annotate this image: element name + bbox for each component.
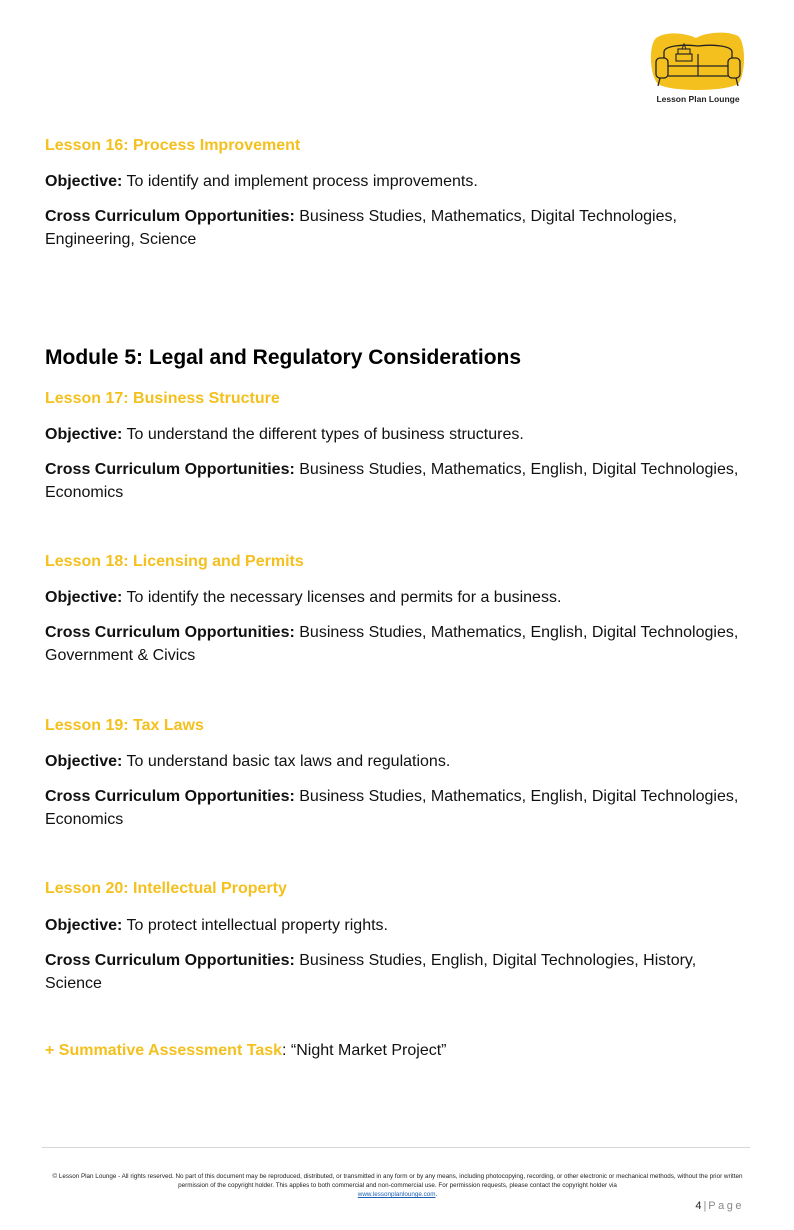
lesson-20-title: Lesson 20: Intellectual Property [45,880,287,897]
logo-text: Lesson Plan Lounge [656,94,740,104]
cross-text: Business Studies, Mathematics, English, Digital Technologies, Economics [45,788,739,828]
summative-text: : “Night Market Project” [282,1042,447,1059]
lesson-20-objective [45,914,750,937]
module-title: Module 5: Legal and Regulatory Considerations [45,346,522,369]
objective-text: To identify the necessary licenses and permits for a business. [126,589,562,606]
objective-text: To protect intellectual property rights. [126,917,388,934]
copyright-text: © Lesson Plan Lounge - All rights reserved. No part of this document may be reproduced, distributed, or transmitted in any form or by any means, including photocopying, recording, or other electronic or mechanical methods, without the prior written permission of the copyright holder. This applies to both commercial and non-commercial use. For permission requests, please contact the copyright holder via [52,1173,743,1189]
objective-label: Objective: [45,753,123,770]
page-number [695,1200,744,1212]
link-suffix: . [435,1191,438,1198]
cross-text: Business Studies, Mathematics, English, Digital Technologies, Economics [45,461,739,501]
objective-label: Objective: [45,917,123,934]
cross-text: Business Studies, English, Digital Technologies, History, Science [45,952,697,992]
logo [646,30,750,110]
lesson-20-cross [45,949,750,995]
page-number-value: 4 [695,1200,702,1212]
website-link[interactable]: www.lessonplanlounge.com [357,1191,436,1198]
lesson-19-title: Lesson 19: Tax Laws [45,717,204,734]
lesson-17-title: Lesson 17: Business Structure [45,390,280,407]
objective-label: Objective: [45,426,123,443]
cross-label: Cross Curriculum Opportunities: [45,461,295,478]
lesson-16-objective [45,170,750,193]
lesson-18-objective [45,586,750,609]
page-label: Page [708,1200,744,1212]
lesson-18-title: Lesson 18: Licensing and Permits [45,553,304,570]
summative-task [45,1042,447,1060]
objective-text: To identify and implement process improvements. [126,173,478,190]
objective-text: To understand the different types of business structures. [126,426,524,443]
footer-divider [42,1147,750,1148]
lesson-17-cross [45,458,750,504]
cross-label: Cross Curriculum Opportunities: [45,624,295,641]
lesson-19-objective [45,750,750,773]
lesson-16-title: Lesson 16: Process Improvement [45,137,301,154]
summative-label: + Summative Assessment Task [45,1042,283,1059]
lesson-18-cross [45,621,750,667]
cross-label: Cross Curriculum Opportunities: [45,208,295,225]
lesson-19-cross [45,785,750,831]
objective-text: To understand basic tax laws and regulations. [126,753,451,770]
copyright-notice [45,1172,750,1199]
sofa-logo-icon [646,30,750,92]
cross-label: Cross Curriculum Opportunities: [45,952,295,969]
cross-text: Business Studies, Mathematics, English, Digital Technologies, Government & Civics [45,624,739,664]
page-separator: | [703,1200,707,1212]
cross-label: Cross Curriculum Opportunities: [45,788,295,805]
objective-label: Objective: [45,589,123,606]
lesson-16-cross [45,205,750,251]
objective-label: Objective: [45,173,123,190]
cross-text: Business Studies, Mathematics, Digital Technologies, Engineering, Science [45,208,677,248]
lesson-17-objective [45,423,750,446]
